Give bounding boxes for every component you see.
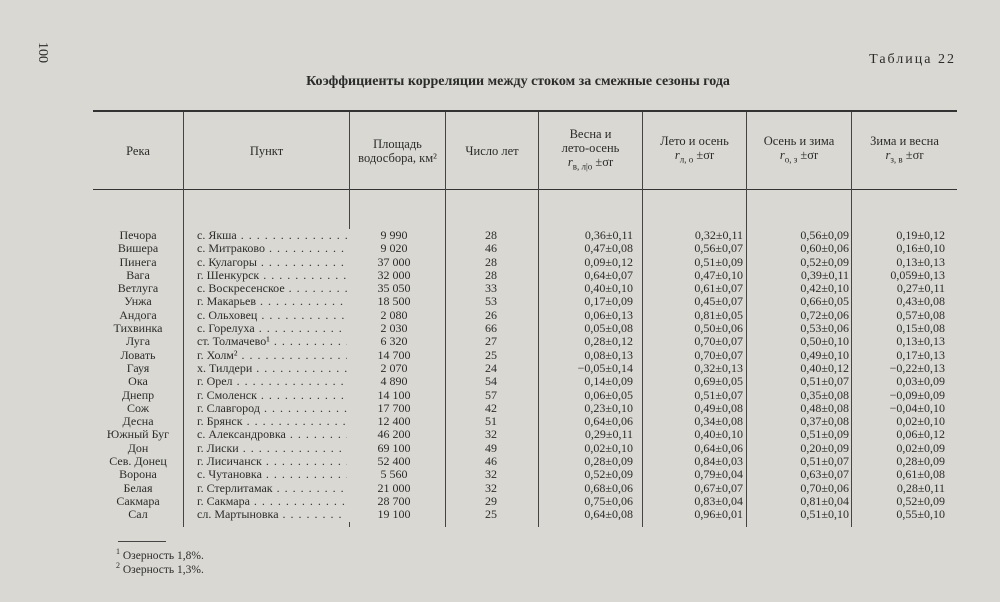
- spring-summer-autumn-cell: 0,28±0,09: [584, 454, 633, 469]
- point-cell: х. Тилдери . . .: [197, 362, 347, 375]
- summer-autumn-cell: 0,50±0,06: [694, 321, 743, 336]
- summer-autumn-cell: 0,45±0,07: [694, 294, 743, 309]
- years-cell: 28: [485, 267, 497, 282]
- river-cell: Сев. Донец: [109, 454, 167, 469]
- area-cell: 17 700: [349, 402, 439, 415]
- table-row: [93, 229, 957, 242]
- area-cell: 6 320: [349, 335, 439, 348]
- winter-spring-cell: 0,15±0,08: [896, 321, 945, 336]
- header-summer-autumn: Лето и осень $r_{л, о} \pm\sigma r$: [660, 134, 729, 165]
- table-row: [93, 335, 957, 348]
- footnote-rule: [118, 541, 166, 542]
- point-cell: г. Славгород . . .: [197, 402, 347, 415]
- river-cell: Унжа: [124, 294, 152, 309]
- autumn-winter-cell: 0,52±0,09: [800, 254, 849, 269]
- point-cell: г. Шенкурск . . .: [197, 269, 347, 282]
- point-cell: г. Брянск . . .: [197, 415, 347, 428]
- summer-autumn-cell: 0,67±0,07: [694, 480, 743, 495]
- winter-spring-cell: −0,09±0,09: [889, 387, 945, 402]
- river-cell: Андога: [119, 307, 157, 322]
- point-cell: г. Холм² . . .: [197, 349, 347, 362]
- summer-autumn-cell: 0,64±0,06: [694, 440, 743, 455]
- winter-spring-cell: 0,13±0,13: [896, 334, 945, 349]
- spring-summer-autumn-cell: 0,06±0,13: [584, 307, 633, 322]
- winter-spring-cell: 0,03±0,09: [896, 374, 945, 389]
- spring-summer-autumn-cell: 0,64±0,08: [584, 507, 633, 522]
- river-cell: Южный Буг: [106, 427, 170, 442]
- summer-autumn-cell: 0,84±0,03: [694, 454, 743, 469]
- table-row: [93, 269, 957, 282]
- table-row: [93, 256, 957, 269]
- years-cell: 46: [485, 454, 497, 469]
- winter-spring-cell: 0,059±0,13: [890, 267, 945, 282]
- spring-summer-autumn-cell: 0,14±0,09: [584, 374, 633, 389]
- spring-summer-autumn-cell: 0,64±0,06: [584, 414, 633, 429]
- spring-summer-autumn-cell: 0,64±0,07: [584, 267, 633, 282]
- header-rule: [93, 189, 957, 190]
- area-cell: 14 100: [349, 389, 439, 402]
- header-river: Река: [126, 143, 150, 158]
- years-cell: 66: [485, 321, 497, 336]
- point-cell: с. Якша . . .: [197, 229, 347, 242]
- point-cell: сл. Мартыновка . . .: [197, 508, 347, 521]
- table-row: [93, 508, 957, 521]
- years-cell: 42: [485, 400, 497, 415]
- winter-spring-cell: 0,57±0,08: [896, 307, 945, 322]
- header-spring-summer-autumn: Весна и лето-осень $r_{в, л|о} \pm\sigma r$: [561, 127, 620, 172]
- winter-spring-cell: 0,52±0,09: [896, 493, 945, 508]
- river-cell: Сакмара: [116, 493, 160, 508]
- autumn-winter-cell: 0,50±0,10: [800, 334, 849, 349]
- area-cell: 5 560: [349, 468, 439, 481]
- table-row: [93, 295, 957, 308]
- header-point: Пункт: [249, 143, 284, 158]
- area-cell: 28 700: [349, 495, 439, 508]
- spring-summer-autumn-cell: 0,28±0,12: [584, 334, 633, 349]
- area-cell: 9 020: [349, 242, 439, 255]
- river-cell: Ветлуга: [117, 281, 159, 296]
- area-cell: 4 890: [349, 375, 439, 388]
- river-cell: Днепр: [121, 387, 155, 402]
- point-cell: г. Лиски . . .: [197, 442, 347, 455]
- river-cell: Сал: [128, 507, 148, 522]
- area-cell: 9 990: [349, 229, 439, 242]
- years-cell: 54: [485, 374, 497, 389]
- autumn-winter-cell: 0,39±0,11: [800, 267, 849, 282]
- river-cell: Десна: [122, 414, 154, 429]
- point-cell: г. Орел . . .: [197, 375, 347, 388]
- years-cell: 25: [485, 347, 497, 362]
- spring-summer-autumn-cell: −0,05±0,14: [577, 360, 633, 375]
- autumn-winter-cell: 0,81±0,04: [800, 493, 849, 508]
- autumn-winter-cell: 0,72±0,06: [800, 307, 849, 322]
- area-cell: 12 400: [349, 415, 439, 428]
- years-cell: 49: [485, 440, 497, 455]
- river-cell: Вага: [126, 267, 150, 282]
- table-row: [93, 428, 957, 441]
- point-cell: г. Сакмара . . .: [197, 495, 347, 508]
- spring-summer-autumn-cell: 0,09±0,12: [584, 254, 633, 269]
- spring-summer-autumn-cell: 0,29±0,11: [584, 427, 633, 442]
- header-autumn-winter: Осень и зима $r_{о, з} \pm\sigma r$: [763, 134, 835, 165]
- table-row: [93, 322, 957, 335]
- summer-autumn-cell: 0,96±0,01: [694, 507, 743, 522]
- river-cell: Пинега: [119, 254, 157, 269]
- point-cell: г. Стерлитамак . . .: [197, 482, 347, 495]
- river-cell: Печора: [119, 228, 157, 242]
- header-winter-spring: Зима и весна $r_{з, в} \pm\sigma r$: [870, 134, 939, 165]
- table-row: [93, 402, 957, 415]
- area-cell: 14 700: [349, 349, 439, 362]
- summer-autumn-cell: 0,51±0,07: [694, 387, 743, 402]
- winter-spring-cell: 0,61±0,08: [896, 467, 945, 482]
- area-cell: 2 080: [349, 309, 439, 322]
- summer-autumn-cell: 0,83±0,04: [694, 493, 743, 508]
- autumn-winter-cell: 0,66±0,05: [800, 294, 849, 309]
- table-row: [93, 495, 957, 508]
- table-row: [93, 415, 957, 428]
- area-cell: 32 000: [349, 269, 439, 282]
- header-area: Площадь водосбора, км²: [358, 136, 437, 165]
- years-cell: 29: [485, 493, 497, 508]
- summer-autumn-cell: 0,40±0,10: [694, 427, 743, 442]
- winter-spring-cell: 0,02±0,09: [896, 440, 945, 455]
- summer-autumn-cell: 0,34±0,08: [694, 414, 743, 429]
- winter-spring-cell: 0,06±0,12: [896, 427, 945, 442]
- winter-spring-cell: 0,02±0,10: [896, 414, 945, 429]
- years-cell: 32: [485, 427, 497, 442]
- area-cell: 21 000: [349, 482, 439, 495]
- river-cell: Луга: [125, 334, 151, 349]
- river-cell: Ока: [128, 374, 148, 389]
- table-row: [93, 282, 957, 295]
- winter-spring-cell: −0,22±0,13: [889, 360, 945, 375]
- autumn-winter-cell: 0,56±0,09: [800, 228, 849, 242]
- table-row: [93, 482, 957, 495]
- area-cell: 18 500: [349, 295, 439, 308]
- table-row: [93, 442, 957, 455]
- winter-spring-cell: 0,43±0,08: [896, 294, 945, 309]
- summer-autumn-cell: 0,56±0,07: [694, 241, 743, 256]
- spring-summer-autumn-cell: 0,05±0,08: [584, 321, 633, 336]
- table-row: [93, 389, 957, 402]
- area-cell: 19 100: [349, 508, 439, 521]
- years-cell: 57: [485, 387, 497, 402]
- river-cell: Гауя: [126, 360, 150, 375]
- autumn-winter-cell: 0,42±0,10: [800, 281, 849, 296]
- point-cell: ст. Толмачево¹ . . .: [197, 335, 347, 348]
- summer-autumn-cell: 0,70±0,07: [694, 347, 743, 362]
- years-cell: 33: [485, 281, 497, 296]
- table-body: [93, 229, 957, 522]
- footnote-2: $^2$ Озерность 1,3%.: [116, 561, 204, 576]
- point-cell: с. Митраково . . .: [197, 242, 347, 255]
- table-row: [93, 455, 957, 468]
- spring-summer-autumn-cell: 0,47±0,08: [584, 241, 633, 256]
- summer-autumn-cell: 0,32±0,13: [694, 360, 743, 375]
- spring-summer-autumn-cell: 0,06±0,05: [584, 387, 633, 402]
- autumn-winter-cell: 0,51±0,07: [800, 374, 849, 389]
- years-cell: 27: [485, 334, 497, 349]
- years-cell: 32: [485, 467, 497, 482]
- summer-autumn-cell: 0,81±0,05: [694, 307, 743, 322]
- header-years: Число лет: [465, 143, 519, 158]
- winter-spring-cell: 0,28±0,09: [896, 454, 945, 469]
- area-cell: 69 100: [349, 442, 439, 455]
- winter-spring-cell: 0,17±0,13: [896, 347, 945, 362]
- winter-spring-cell: 0,28±0,11: [896, 480, 945, 495]
- point-cell: г. Смоленск . . .: [197, 389, 347, 402]
- years-cell: 46: [485, 241, 497, 256]
- autumn-winter-cell: 0,60±0,06: [800, 241, 849, 256]
- summer-autumn-cell: 0,47±0,10: [694, 267, 743, 282]
- area-cell: 35 050: [349, 282, 439, 295]
- winter-spring-cell: 0,13±0,13: [896, 254, 945, 269]
- area-cell: 37 000: [349, 256, 439, 269]
- autumn-winter-cell: 0,70±0,06: [800, 480, 849, 495]
- table-label: Таблица 22: [869, 52, 956, 67]
- spring-summer-autumn-cell: 0,23±0,10: [584, 400, 633, 415]
- years-cell: 32: [485, 480, 497, 495]
- spring-summer-autumn-cell: 0,40±0,10: [584, 281, 633, 296]
- summer-autumn-cell: 0,32±0,11: [694, 228, 743, 242]
- spring-summer-autumn-cell: 0,17±0,09: [584, 294, 633, 309]
- years-cell: 24: [485, 360, 497, 375]
- years-cell: 26: [485, 307, 497, 322]
- area-cell: 46 200: [349, 428, 439, 441]
- point-cell: с. Кулагоры . . .: [197, 256, 347, 269]
- river-cell: Белая: [123, 480, 153, 495]
- summer-autumn-cell: 0,61±0,07: [694, 281, 743, 296]
- river-cell: Ворона: [119, 467, 157, 482]
- years-cell: 53: [485, 294, 497, 309]
- point-cell: с. Воскресенское . . .: [197, 282, 347, 295]
- years-cell: 28: [485, 228, 497, 242]
- summer-autumn-cell: 0,70±0,07: [694, 334, 743, 349]
- river-cell: Ловать: [120, 347, 156, 362]
- table-row: [93, 309, 957, 322]
- summer-autumn-cell: 0,79±0,04: [694, 467, 743, 482]
- autumn-winter-cell: 0,53±0,06: [800, 321, 849, 336]
- autumn-winter-cell: 0,51±0,07: [800, 454, 849, 469]
- winter-spring-cell: 0,27±0,11: [896, 281, 945, 296]
- autumn-winter-cell: 0,63±0,07: [800, 467, 849, 482]
- years-cell: 28: [485, 254, 497, 269]
- area-cell: 2 030: [349, 322, 439, 335]
- autumn-winter-cell: 0,49±0,10: [800, 347, 849, 362]
- winter-spring-cell: 0,16±0,10: [896, 241, 945, 256]
- autumn-winter-cell: 0,51±0,10: [800, 507, 849, 522]
- point-cell: с. Чутановка . . .: [197, 468, 347, 481]
- autumn-winter-cell: 0,48±0,08: [800, 400, 849, 415]
- spring-summer-autumn-cell: 0,36±0,11: [584, 228, 633, 242]
- spring-summer-autumn-cell: 0,68±0,06: [584, 480, 633, 495]
- point-cell: с. Ольховец . . .: [197, 309, 347, 322]
- autumn-winter-cell: 0,37±0,08: [800, 414, 849, 429]
- spring-summer-autumn-cell: 0,02±0,10: [584, 440, 633, 455]
- summer-autumn-cell: 0,69±0,05: [694, 374, 743, 389]
- point-cell: с. Александровка . . .: [197, 428, 347, 441]
- table-row: [93, 375, 957, 388]
- years-cell: 51: [485, 414, 497, 429]
- summer-autumn-cell: 0,51±0,09: [694, 254, 743, 269]
- area-cell: 52 400: [349, 455, 439, 468]
- point-cell: г. Лисичанск . . .: [197, 455, 347, 468]
- footnote-1: $^1$ Озерность 1,8%.: [116, 547, 204, 562]
- winter-spring-cell: 0,19±0,12: [896, 228, 945, 242]
- spring-summer-autumn-cell: 0,52±0,09: [584, 467, 633, 482]
- winter-spring-cell: −0,04±0,10: [889, 400, 945, 415]
- river-cell: Дон: [127, 440, 149, 455]
- autumn-winter-cell: 0,35±0,08: [800, 387, 849, 402]
- river-cell: Вишера: [117, 241, 159, 256]
- river-cell: Тихвинка: [113, 321, 163, 336]
- river-cell: Сож: [127, 400, 149, 415]
- table-row: [93, 349, 957, 362]
- point-cell: г. Макарьев . . .: [197, 295, 347, 308]
- table-title: Коэффициенты корреляции между стоком за смежные сезоны года: [306, 74, 730, 89]
- table-row: [93, 468, 957, 481]
- area-cell: 2 070: [349, 362, 439, 375]
- autumn-winter-cell: 0,40±0,12: [800, 360, 849, 375]
- winter-spring-cell: 0,55±0,10: [896, 507, 945, 522]
- point-cell: с. Горелуха . . .: [197, 322, 347, 335]
- spring-summer-autumn-cell: 0,75±0,06: [584, 493, 633, 508]
- spring-summer-autumn-cell: 0,08±0,13: [584, 347, 633, 362]
- autumn-winter-cell: 0,20±0,09: [800, 440, 849, 455]
- page-number: 100: [35, 42, 50, 63]
- table-row: [93, 242, 957, 255]
- summer-autumn-cell: 0,49±0,08: [694, 400, 743, 415]
- table-row: [93, 362, 957, 375]
- autumn-winter-cell: 0,51±0,09: [800, 427, 849, 442]
- years-cell: 25: [485, 507, 497, 522]
